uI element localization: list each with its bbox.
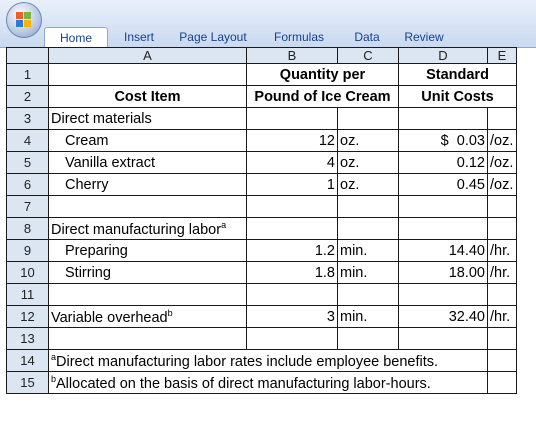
footnote-marker: a <box>51 351 57 362</box>
office-button[interactable] <box>6 2 42 38</box>
footnote-marker: a <box>221 219 227 230</box>
cell-c11[interactable] <box>338 284 399 306</box>
cell-e8[interactable] <box>488 218 517 240</box>
row-header[interactable]: 12 <box>7 306 49 328</box>
footnote-text: Direct manufacturing labor rates include employee benefits. <box>56 353 439 370</box>
cell-c12[interactable]: min. <box>338 306 399 328</box>
footnote-marker: b <box>167 307 173 318</box>
cell-b9[interactable]: 1.2 <box>247 240 338 262</box>
cell-b11[interactable] <box>247 284 338 306</box>
cell-e13[interactable] <box>488 328 517 350</box>
ribbon <box>0 0 536 48</box>
row-header[interactable]: 9 <box>7 240 49 262</box>
cell-e5[interactable]: /oz. <box>488 152 517 174</box>
cell-d11[interactable] <box>399 284 488 306</box>
cell-a9[interactable]: Preparing <box>49 240 247 262</box>
cell-e12[interactable]: /hr. <box>488 306 517 328</box>
cell-c9[interactable]: min. <box>338 240 399 262</box>
cell-c7[interactable] <box>338 196 399 218</box>
cell-a15-footnote[interactable] <box>49 372 488 394</box>
select-all-corner[interactable] <box>7 48 49 64</box>
cell-b1-quantity-header[interactable]: Quantity per <box>247 64 399 86</box>
row-header[interactable]: 15 <box>7 372 49 394</box>
footnote-marker: b <box>51 373 57 384</box>
cell-b3[interactable] <box>247 108 338 130</box>
cell-e7[interactable] <box>488 196 517 218</box>
cell-d6[interactable]: 0.45 <box>399 174 488 196</box>
cell-c4[interactable]: oz. <box>338 130 399 152</box>
row-header[interactable]: 7 <box>7 196 49 218</box>
cell-d8[interactable] <box>399 218 488 240</box>
cell-e4[interactable]: /oz. <box>488 130 517 152</box>
cell-a4[interactable]: Cream <box>49 130 247 152</box>
cell-d10[interactable]: 18.00 <box>399 262 488 284</box>
tab-data[interactable]: Data <box>354 30 380 44</box>
row-header[interactable]: 10 <box>7 262 49 284</box>
cell-d5[interactable]: 0.12 <box>399 152 488 174</box>
cell-d3[interactable] <box>399 108 488 130</box>
cell-c5[interactable]: oz. <box>338 152 399 174</box>
cell-b8[interactable] <box>247 218 338 240</box>
cell-d12[interactable]: 32.40 <box>399 306 488 328</box>
tab-page-layout[interactable]: Page Layout <box>179 30 247 44</box>
cell-c13[interactable] <box>338 328 399 350</box>
cell-b2-pound-header[interactable]: Pound of Ice Cream <box>247 86 399 108</box>
cell-b13[interactable] <box>247 328 338 350</box>
cell-a2-cost-item-header[interactable]: Cost Item <box>49 86 247 108</box>
cell-d4[interactable]: $ 0.03 <box>399 130 488 152</box>
spreadsheet-grid <box>6 47 517 394</box>
column-header-b[interactable]: B <box>247 48 338 64</box>
cell-c8[interactable] <box>338 218 399 240</box>
row-header[interactable]: 3 <box>7 108 49 130</box>
cell-a12[interactable] <box>49 306 247 328</box>
row-header[interactable]: 13 <box>7 328 49 350</box>
row-header[interactable]: 4 <box>7 130 49 152</box>
cell-b4[interactable]: 12 <box>247 130 338 152</box>
cell-c10[interactable]: min. <box>338 262 399 284</box>
cell-b5[interactable]: 4 <box>247 152 338 174</box>
cell-a5[interactable]: Vanilla extract <box>49 152 247 174</box>
cell-e11[interactable] <box>488 284 517 306</box>
column-header-d[interactable]: D <box>399 48 488 64</box>
cell-a14-footnote[interactable] <box>49 350 488 372</box>
column-header-a[interactable]: A <box>49 48 247 64</box>
cell-e3[interactable] <box>488 108 517 130</box>
cell-a12-text: Variable overhead <box>51 309 168 326</box>
cell-e10[interactable]: /hr. <box>488 262 517 284</box>
row-header[interactable]: 8 <box>7 218 49 240</box>
cell-a6[interactable]: Cherry <box>49 174 247 196</box>
tab-formulas[interactable]: Formulas <box>273 30 324 44</box>
cell-a10[interactable]: Stirring <box>49 262 247 284</box>
cell-e6[interactable]: /oz. <box>488 174 517 196</box>
cell-a8-text: Direct manufacturing labor <box>51 221 222 238</box>
tab-insert[interactable]: Insert <box>123 30 154 44</box>
cell-c6[interactable]: oz. <box>338 174 399 196</box>
row-header[interactable]: 11 <box>7 284 49 306</box>
cell-d7[interactable] <box>399 196 488 218</box>
column-header-e[interactable]: E <box>488 48 517 64</box>
row-header[interactable]: 6 <box>7 174 49 196</box>
column-header-c[interactable]: C <box>338 48 399 64</box>
cell-a1[interactable] <box>49 64 247 86</box>
row-header[interactable]: 14 <box>7 350 49 372</box>
cell-a3[interactable]: Direct materials <box>49 108 247 130</box>
cell-c3[interactable] <box>338 108 399 130</box>
footnote-text: Allocated on the basis of direct manufacturing labor-hours. <box>56 375 431 392</box>
cell-b10[interactable]: 1.8 <box>247 262 338 284</box>
cell-d2-unit-costs-header[interactable]: Unit Costs <box>399 86 517 108</box>
cell-b6[interactable]: 1 <box>247 174 338 196</box>
cell-b12[interactable]: 3 <box>247 306 338 328</box>
row-header[interactable]: 2 <box>7 86 49 108</box>
cell-a7[interactable] <box>49 196 247 218</box>
ribbon-tabs <box>44 27 536 47</box>
cell-a11[interactable] <box>49 284 247 306</box>
cell-d13[interactable] <box>399 328 488 350</box>
row-header[interactable]: 1 <box>7 64 49 86</box>
cell-d9[interactable]: 14.40 <box>399 240 488 262</box>
office-logo-icon <box>16 12 32 28</box>
cell-e15[interactable] <box>488 372 517 394</box>
cell-e9[interactable]: /hr. <box>488 240 517 262</box>
cell-b7[interactable] <box>247 196 338 218</box>
cell-e14[interactable] <box>488 350 517 372</box>
row-header[interactable]: 5 <box>7 152 49 174</box>
cell-a13[interactable] <box>49 328 247 350</box>
tab-review[interactable]: Review <box>404 30 444 44</box>
cell-d1-standard-header[interactable]: Standard <box>399 64 517 86</box>
tab-home[interactable]: Home <box>44 27 108 50</box>
cell-a8[interactable] <box>49 218 247 240</box>
